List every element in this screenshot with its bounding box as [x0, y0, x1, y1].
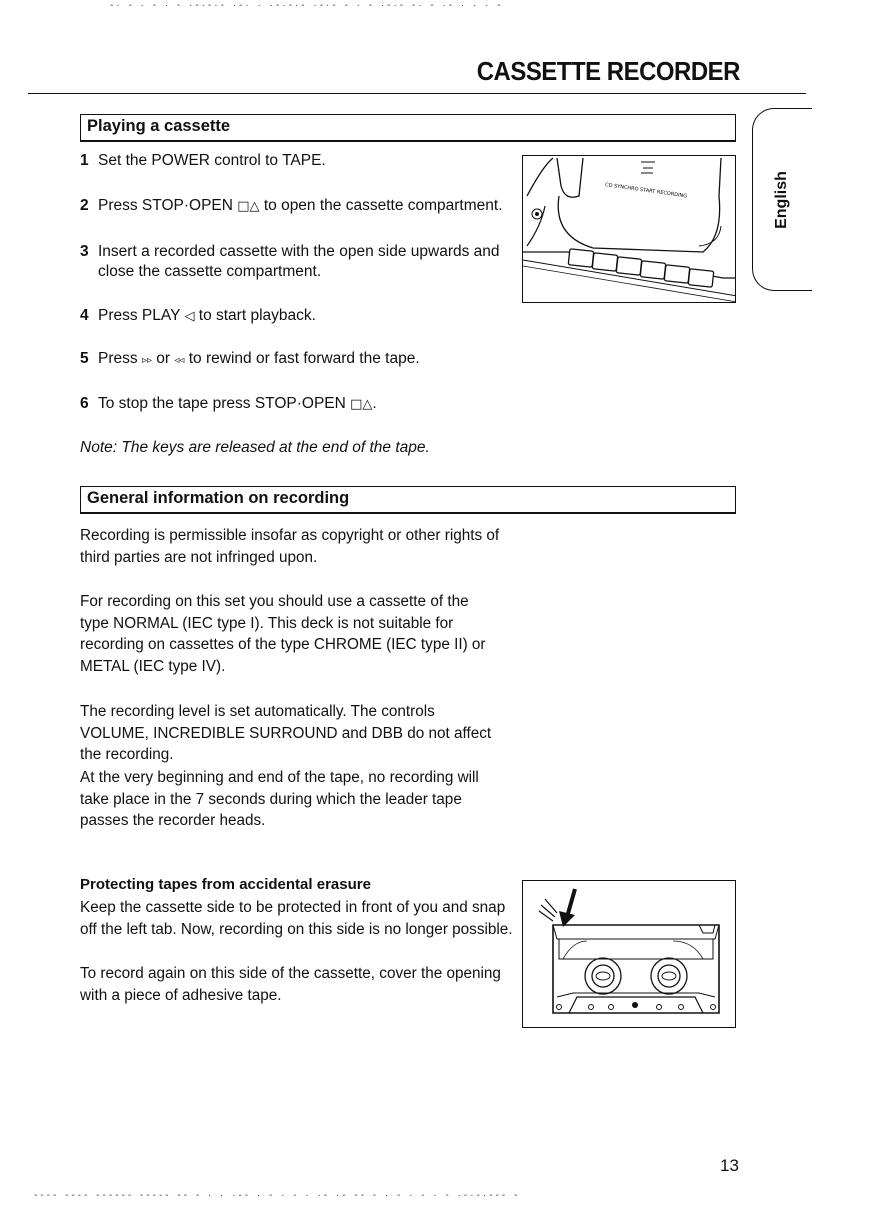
- stop-open-icon: □△: [237, 199, 260, 214]
- cassette-deck-figure: [522, 155, 736, 303]
- rewind-icon: ◃◃: [174, 355, 185, 366]
- note-keys-released: Note: The keys are released at the end of the tape.: [80, 439, 430, 456]
- protecting-paragraph-1: Keep the cassette side to be protected in front of you and snap off the left tab. Now, recording on this side is no longer possible.: [80, 899, 513, 938]
- recording-paragraph-3: The recording level is set automatically. The controls VOLUME, INCREDIBLE SURROUND and DBB do not affect the recording.: [80, 703, 492, 763]
- protecting-heading: Protecting tapes from accidental erasure: [80, 876, 371, 893]
- step-3: 3 Insert a recorded cassette with the open side upwards and close the cassette compartment.: [80, 243, 500, 280]
- recording-paragraph-4: At the very beginning and end of the tape, no recording will take place in the 7 seconds during which the leader tape passes the recorder heads.: [80, 769, 479, 829]
- language-tab-label: English: [773, 171, 790, 229]
- cassette-deck-icon: [523, 156, 736, 303]
- scan-noise-top: -· - · - · - ·-·-·- ·-· · ·-·-·- ·-·- - · - ·-·- -· - ·- · · · -: [110, 0, 504, 11]
- protecting-paragraph-2: To record again on this side of the cassette, cover the opening with a piece of adhesive tape.: [80, 965, 501, 1004]
- recording-paragraph-1: Recording is permissible insofar as copyright or other rights of third parties are not infringed upon.: [80, 527, 500, 566]
- step-1: 1 Set the POWER control to TAPE.: [80, 152, 326, 169]
- recording-paragraph-2: For recording on this set you should use a cassette of the type NORMAL (IEC type I). This deck is not suitable for recording on cassettes of the type CHROME (IEC type II) or METAL (IEC type IV).: [80, 593, 486, 675]
- step-5: 5 Press ▹▹ or ◃◃ to rewind or fast forward the tape.: [80, 350, 420, 367]
- section-heading-recording: General information on recording: [80, 486, 736, 514]
- cassette-tab-figure: [522, 880, 736, 1028]
- step-4: 4 Press PLAY ◁ to start playback.: [80, 307, 316, 324]
- play-icon: ◁: [184, 309, 195, 324]
- step-2: 2 Press STOP·OPEN □△ to open the cassette compartment.: [80, 197, 503, 214]
- deck-caption: CD SYNCHRO START RECORDING: [604, 182, 688, 200]
- step-6: 6 To stop the tape press STOP·OPEN □△.: [80, 395, 377, 412]
- page-number: 13: [720, 1156, 739, 1175]
- title-rule: [28, 93, 806, 94]
- section-heading-playing: Playing a cassette: [80, 114, 736, 142]
- page-title: CASSETTE RECORDER: [476, 56, 740, 86]
- cassette-tab-icon: [523, 881, 736, 1028]
- scan-noise-bottom: ---- ---- ------ ----- -- - · · ·-- · - · - · ·- ·- -- - · - · - · - ·-·-·--- -: [34, 1190, 521, 1201]
- stop-open-icon: □△: [350, 397, 373, 412]
- fast-forward-icon: ▹▹: [141, 355, 152, 366]
